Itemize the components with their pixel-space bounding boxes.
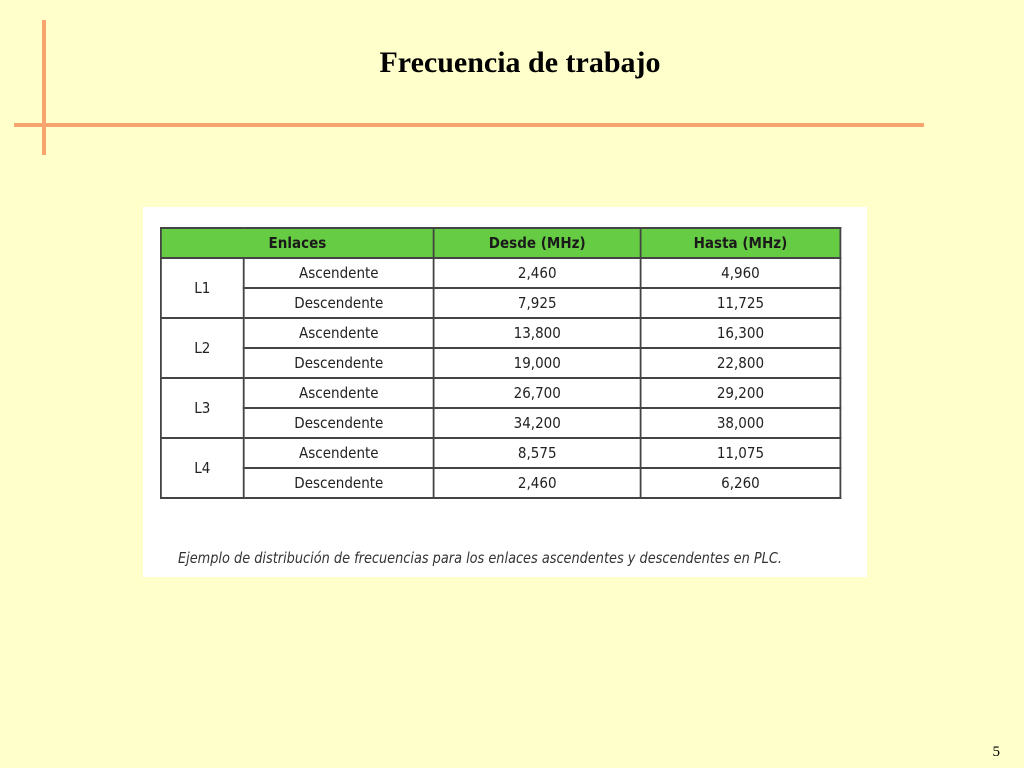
from-cell: 26,700 xyxy=(434,378,641,408)
table-row xyxy=(161,258,841,288)
header-desde: Desde (MHz) xyxy=(434,228,641,258)
table-header-row xyxy=(161,228,841,258)
table-row xyxy=(161,288,841,318)
to-cell: 11,725 xyxy=(641,288,841,318)
to-cell: 4,960 xyxy=(641,258,841,288)
direction-cell: Descendente xyxy=(244,348,434,378)
to-cell: 6,260 xyxy=(641,468,841,498)
from-cell: 34,200 xyxy=(434,408,641,438)
link-cell: L4 xyxy=(161,438,244,498)
from-cell: 13,800 xyxy=(434,318,641,348)
table-row xyxy=(161,318,841,348)
from-cell: 2,460 xyxy=(434,258,641,288)
from-cell: 7,925 xyxy=(434,288,641,318)
direction-cell: Ascendente xyxy=(244,258,434,288)
direction-cell: Descendente xyxy=(244,288,434,318)
from-cell: 2,460 xyxy=(434,468,641,498)
to-cell: 38,000 xyxy=(641,408,841,438)
link-cell: L1 xyxy=(161,258,244,318)
direction-cell: Descendente xyxy=(244,468,434,498)
decorative-horizontal-line xyxy=(14,123,924,127)
to-cell: 11,075 xyxy=(641,438,841,468)
direction-cell: Descendente xyxy=(244,408,434,438)
to-cell: 22,800 xyxy=(641,348,841,378)
direction-cell: Ascendente xyxy=(244,318,434,348)
direction-cell: Ascendente xyxy=(244,378,434,408)
table-caption: Ejemplo de distribución de frecuencias para los enlaces ascendentes y descendentes en PLC. xyxy=(178,549,782,567)
table-row xyxy=(161,348,841,378)
to-cell: 16,300 xyxy=(641,318,841,348)
to-cell: 29,200 xyxy=(641,378,841,408)
frequency-table-image xyxy=(143,207,867,577)
decorative-vertical-line xyxy=(42,20,46,155)
table-row xyxy=(161,378,841,408)
table-row xyxy=(161,408,841,438)
frequency-table xyxy=(160,227,841,499)
link-cell: L3 xyxy=(161,378,244,438)
from-cell: 19,000 xyxy=(434,348,641,378)
direction-cell: Ascendente xyxy=(244,438,434,468)
slide-title: Frecuencia de trabajo xyxy=(379,46,661,79)
header-hasta: Hasta (MHz) xyxy=(641,228,841,258)
link-cell: L2 xyxy=(161,318,244,378)
page-number: 5 xyxy=(992,744,1000,760)
header-enlaces: Enlaces xyxy=(161,228,434,258)
from-cell: 8,575 xyxy=(434,438,641,468)
table-row xyxy=(161,468,841,498)
table-row xyxy=(161,438,841,468)
